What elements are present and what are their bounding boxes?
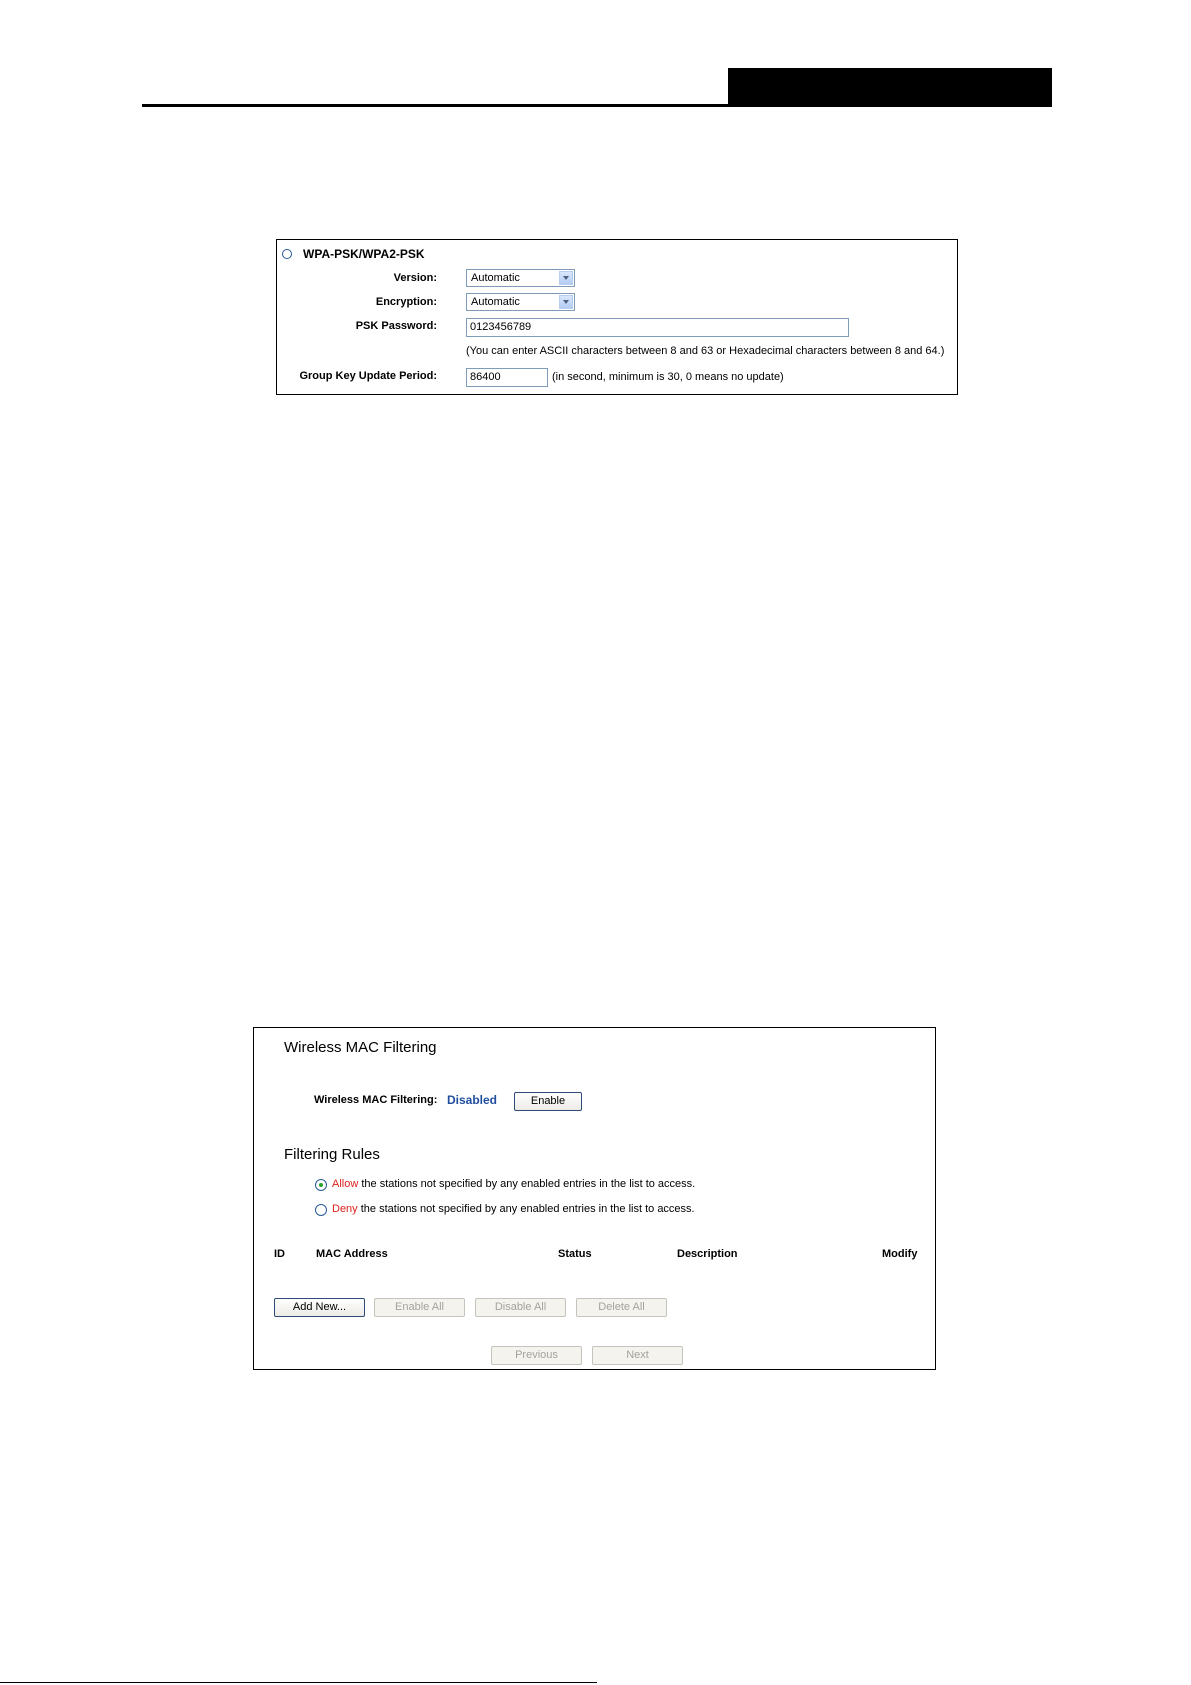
- psk-password-input[interactable]: 0123456789: [466, 318, 849, 337]
- chevron-down-icon[interactable]: [559, 295, 573, 309]
- chevron-down-icon[interactable]: [559, 271, 573, 285]
- allow-radio[interactable]: [315, 1179, 327, 1191]
- allow-keyword: Allow: [332, 1178, 359, 1190]
- deny-radio[interactable]: [315, 1204, 327, 1216]
- encryption-select[interactable]: [466, 293, 575, 311]
- previous-button[interactable]: Previous: [491, 1346, 582, 1365]
- mac-filtering-status-value: Disabled: [447, 1093, 498, 1107]
- column-header-mac-address: MAC Address: [316, 1248, 388, 1260]
- deny-keyword: Deny: [332, 1203, 358, 1215]
- allow-rule-description: the stations not specified by any enabled entries in the list to access.: [358, 1178, 696, 1190]
- next-button[interactable]: Next: [592, 1346, 683, 1365]
- column-header-description: Description: [677, 1248, 738, 1260]
- wpa-psk-title: WPA-PSK/WPA2-PSK: [303, 247, 425, 261]
- disable-all-button[interactable]: Disable All: [475, 1298, 566, 1317]
- header-rule: [142, 104, 1052, 107]
- add-new-button[interactable]: Add New...: [274, 1298, 365, 1317]
- enable-all-button[interactable]: Enable All: [374, 1298, 465, 1317]
- group-key-update-hint: (in second, minimum is 30, 0 means no update): [552, 371, 784, 383]
- column-header-modify: Modify: [882, 1248, 918, 1260]
- encryption-select-value: Automatic: [471, 296, 520, 308]
- version-select-value: Automatic: [471, 272, 520, 284]
- delete-all-button[interactable]: Delete All: [576, 1298, 667, 1317]
- encryption-label: Encryption:: [375, 296, 437, 308]
- version-label: Version:: [393, 272, 437, 284]
- allow-rule-text: [332, 1178, 695, 1190]
- column-header-status: Status: [558, 1248, 592, 1260]
- psk-password-label: PSK Password:: [355, 320, 437, 332]
- filtering-rules-title: Filtering Rules: [284, 1146, 380, 1163]
- mac-filtering-title: Wireless MAC Filtering: [284, 1039, 437, 1056]
- header-black-box: [728, 68, 1052, 107]
- group-key-update-input[interactable]: 86400: [466, 368, 548, 387]
- mac-filtering-panel: [253, 1027, 936, 1370]
- wpa-psk-radio[interactable]: [282, 249, 292, 259]
- version-select[interactable]: [466, 269, 575, 287]
- psk-password-hint: (You can enter ASCII characters between 8 and 63 or Hexadecimal characters between 8 and 64.): [466, 345, 945, 357]
- group-key-update-label: Group Key Update Period:: [299, 370, 437, 382]
- enable-button[interactable]: Enable: [514, 1092, 582, 1111]
- deny-rule-description: the stations not specified by any enabled entries in the list to access.: [357, 1203, 695, 1215]
- deny-rule-text: [332, 1203, 695, 1215]
- mac-filtering-status-label: Wireless MAC Filtering:: [314, 1094, 438, 1106]
- wpa-psk-panel: [276, 239, 958, 395]
- footer-rule: [0, 1682, 597, 1683]
- column-header-id: ID: [274, 1248, 285, 1260]
